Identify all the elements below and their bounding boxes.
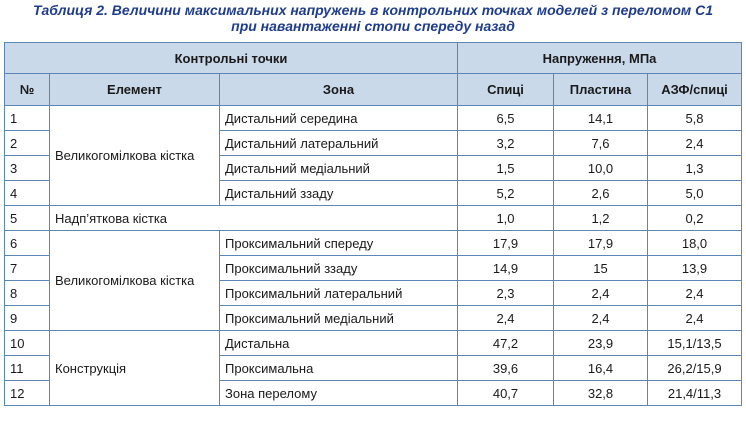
row-number: 1 xyxy=(5,106,50,131)
row-number: 11 xyxy=(5,356,50,381)
row-number: 7 xyxy=(5,256,50,281)
table-row xyxy=(5,231,742,256)
caption-line-1: Таблиця 2. Величини максимальних напружень в контрольних точках моделей з переломом С1 xyxy=(32,2,714,18)
azf-value: 2,4 xyxy=(648,131,742,156)
plate-value: 15 xyxy=(554,256,648,281)
plate-value: 17,9 xyxy=(554,231,648,256)
azf-value: 5,8 xyxy=(648,106,742,131)
header-zone: Зона xyxy=(220,74,458,106)
azf-value: 2,4 xyxy=(648,281,742,306)
azf-value: 13,9 xyxy=(648,256,742,281)
header-control-points: Контрольні точки xyxy=(5,43,458,74)
zone-cell: Дистальний латеральний xyxy=(220,131,458,156)
plate-value: 7,6 xyxy=(554,131,648,156)
azf-value: 15,1/13,5 xyxy=(648,331,742,356)
azf-value: 21,4/11,3 xyxy=(648,381,742,406)
zone-cell: Проксимальна xyxy=(220,356,458,381)
spokes-value: 6,5 xyxy=(458,106,554,131)
azf-value: 18,0 xyxy=(648,231,742,256)
table-row xyxy=(5,206,742,231)
spokes-value: 47,2 xyxy=(458,331,554,356)
element-cell: Великогомілкова кістка xyxy=(50,231,220,331)
caption-line-2: при навантаженні стопи спереду назад xyxy=(231,18,515,34)
row-number: 12 xyxy=(5,381,50,406)
header-element: Елемент xyxy=(50,74,220,106)
zone-cell: Дистальна xyxy=(220,331,458,356)
spokes-value: 17,9 xyxy=(458,231,554,256)
spokes-value: 2,4 xyxy=(458,306,554,331)
azf-value: 2,4 xyxy=(648,306,742,331)
azf-value: 26,2/15,9 xyxy=(648,356,742,381)
zone-cell: Проксимальний латеральний xyxy=(220,281,458,306)
row-number: 3 xyxy=(5,156,50,181)
plate-value: 23,9 xyxy=(554,331,648,356)
zone-cell: Дистальний ззаду xyxy=(220,181,458,206)
spokes-value: 2,3 xyxy=(458,281,554,306)
zone-cell: Проксимальний спереду xyxy=(220,231,458,256)
plate-value: 1,2 xyxy=(554,206,648,231)
azf-value: 1,3 xyxy=(648,156,742,181)
spokes-value: 3,2 xyxy=(458,131,554,156)
spokes-value: 39,6 xyxy=(458,356,554,381)
element-cell: Конструкція xyxy=(50,331,220,406)
plate-value: 14,1 xyxy=(554,106,648,131)
header-num: № xyxy=(5,74,50,106)
plate-value: 2,4 xyxy=(554,306,648,331)
row-number: 9 xyxy=(5,306,50,331)
row-number: 5 xyxy=(5,206,50,231)
row-number: 4 xyxy=(5,181,50,206)
spokes-value: 40,7 xyxy=(458,381,554,406)
header-spokes: Спиці xyxy=(458,74,554,106)
spokes-value: 14,9 xyxy=(458,256,554,281)
plate-value: 2,4 xyxy=(554,281,648,306)
spokes-value: 5,2 xyxy=(458,181,554,206)
element-cell: Великогомілкова кістка xyxy=(50,106,220,206)
plate-value: 10,0 xyxy=(554,156,648,181)
table-row xyxy=(5,106,742,131)
header-azf: АЗФ/спиці xyxy=(648,74,742,106)
row-number: 6 xyxy=(5,231,50,256)
spokes-value: 1,0 xyxy=(458,206,554,231)
azf-value: 5,0 xyxy=(648,181,742,206)
spokes-value: 1,5 xyxy=(458,156,554,181)
row-number: 8 xyxy=(5,281,50,306)
zone-cell: Дистальний середина xyxy=(220,106,458,131)
zone-cell: Дистальний медіальний xyxy=(220,156,458,181)
plate-value: 2,6 xyxy=(554,181,648,206)
table-row xyxy=(5,331,742,356)
element-cell: Надп’яткова кістка xyxy=(50,206,458,231)
zone-cell: Зона перелому xyxy=(220,381,458,406)
stress-table xyxy=(4,42,742,406)
header-stress: Напруження, МПа xyxy=(458,43,742,74)
zone-cell: Проксимальний медіальний xyxy=(220,306,458,331)
row-number: 10 xyxy=(5,331,50,356)
table-caption xyxy=(0,2,746,34)
plate-value: 32,8 xyxy=(554,381,648,406)
plate-value: 16,4 xyxy=(554,356,648,381)
header-plate: Пластина xyxy=(554,74,648,106)
row-number: 2 xyxy=(5,131,50,156)
azf-value: 0,2 xyxy=(648,206,742,231)
zone-cell: Проксимальний ззаду xyxy=(220,256,458,281)
